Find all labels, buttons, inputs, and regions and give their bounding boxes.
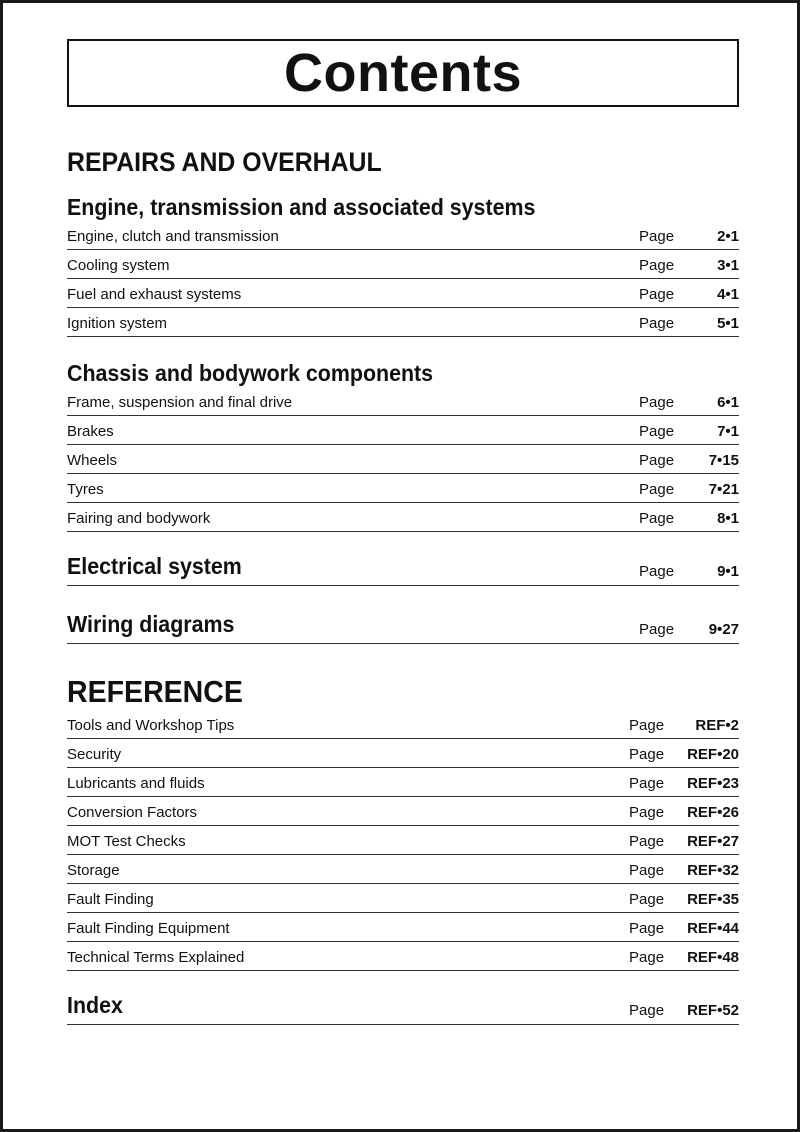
page-word: Page (639, 563, 675, 580)
page-number: 3•1 (717, 257, 739, 274)
toc-entry[interactable] (67, 445, 739, 474)
page-word: Page (639, 286, 675, 303)
entry-label: Ignition system (67, 315, 168, 332)
page-word: Page (639, 423, 675, 440)
section-heading-engine: Engine, transmission and associated systems (67, 194, 536, 220)
page-word: Page (639, 510, 675, 527)
page-number: REF•52 (687, 1002, 739, 1019)
page-word: Page (639, 452, 675, 469)
page-word: Page (629, 920, 665, 937)
entry-label: Brakes (67, 423, 114, 440)
entry-label: Frame, suspension and final drive (67, 394, 293, 411)
toc-entry[interactable] (67, 913, 739, 942)
page-number: 4•1 (717, 286, 739, 303)
toc-entry[interactable] (67, 503, 739, 532)
entry-label: Fuel and exhaust systems (67, 286, 242, 303)
toc-entry[interactable] (67, 797, 739, 826)
page-word: Page (639, 621, 675, 638)
page-number: REF•48 (687, 949, 739, 966)
page-word: Page (639, 315, 675, 332)
page-number: 9•1 (717, 563, 739, 580)
page-word: Page (639, 394, 675, 411)
page-word: Page (629, 891, 665, 908)
page-word: Page (629, 1002, 665, 1019)
page-title: Contents (284, 43, 522, 103)
entry-label: MOT Test Checks (67, 833, 186, 850)
entry-label: Fault Finding Equipment (67, 920, 230, 937)
page-number: 6•1 (717, 394, 739, 411)
page-number: 5•1 (717, 315, 739, 332)
toc-entry[interactable] (67, 221, 739, 250)
toc-entry-wiring[interactable] (67, 610, 739, 644)
entry-label: Wheels (67, 452, 118, 469)
entry-label: Engine, clutch and transmission (67, 228, 279, 245)
page-word: Page (639, 481, 675, 498)
page-number: REF•32 (687, 862, 739, 879)
toc-entry[interactable] (67, 710, 739, 739)
title-box (67, 39, 739, 107)
page-word: Page (629, 833, 665, 850)
page-word: Page (629, 775, 665, 792)
toc-entry[interactable] (67, 884, 739, 913)
page-number: REF•27 (687, 833, 739, 850)
entry-label: Security (67, 746, 122, 763)
toc-entry[interactable] (67, 855, 739, 884)
reference-list (67, 710, 739, 971)
part-heading-repairs: REPAIRS AND OVERHAUL (67, 147, 382, 177)
toc-entry[interactable] (67, 826, 739, 855)
page-word: Page (629, 949, 665, 966)
toc-entry[interactable] (67, 250, 739, 279)
entry-label: Wiring diagrams (67, 611, 235, 637)
entry-label: Electrical system (67, 553, 242, 579)
entry-label: Fairing and bodywork (67, 510, 211, 527)
page-word: Page (629, 804, 665, 821)
entry-label: Lubricants and fluids (67, 775, 205, 792)
toc-entry[interactable] (67, 308, 739, 337)
entry-label: Cooling system (67, 257, 170, 274)
toc (67, 145, 739, 1025)
toc-entry[interactable] (67, 387, 739, 416)
part-heading-reference: REFERENCE (67, 674, 243, 709)
toc-entry[interactable] (67, 942, 739, 971)
toc-entry[interactable] (67, 739, 739, 768)
page-number: REF•26 (687, 804, 739, 821)
page-number: REF•2 (695, 717, 739, 734)
page-number: 7•1 (717, 423, 739, 440)
page-number: 8•1 (717, 510, 739, 527)
page-word: Page (629, 717, 665, 734)
page-number: REF•44 (687, 920, 739, 937)
section-list-chassis (67, 387, 739, 532)
page-number: 9•27 (708, 621, 739, 638)
toc-entry[interactable] (67, 474, 739, 503)
page-number: REF•35 (687, 891, 739, 908)
page-number: 7•21 (708, 481, 739, 498)
toc-entry-index[interactable] (67, 991, 739, 1025)
toc-entry[interactable] (67, 416, 739, 445)
section-heading-chassis: Chassis and bodywork components (67, 360, 434, 386)
page-word: Page (629, 862, 665, 879)
page-number: 2•1 (717, 228, 739, 245)
section-list-engine (67, 221, 739, 337)
entry-label: Fault Finding (67, 891, 154, 908)
entry-label: Conversion Factors (67, 804, 198, 821)
entry-label: Technical Terms Explained (67, 949, 245, 966)
entry-label: Storage (67, 862, 120, 879)
page-word: Page (639, 257, 675, 274)
page-number: REF•23 (687, 775, 739, 792)
page-number: 7•15 (708, 452, 739, 469)
toc-entry[interactable] (67, 768, 739, 797)
entry-label: Index (67, 992, 123, 1018)
page-number: REF•20 (687, 746, 739, 763)
entry-label: Tyres (67, 481, 104, 498)
toc-entry-electrical[interactable] (67, 552, 739, 586)
toc-entry[interactable] (67, 279, 739, 308)
page-word: Page (639, 228, 675, 245)
page-word: Page (629, 746, 665, 763)
entry-label: Tools and Workshop Tips (67, 717, 235, 734)
